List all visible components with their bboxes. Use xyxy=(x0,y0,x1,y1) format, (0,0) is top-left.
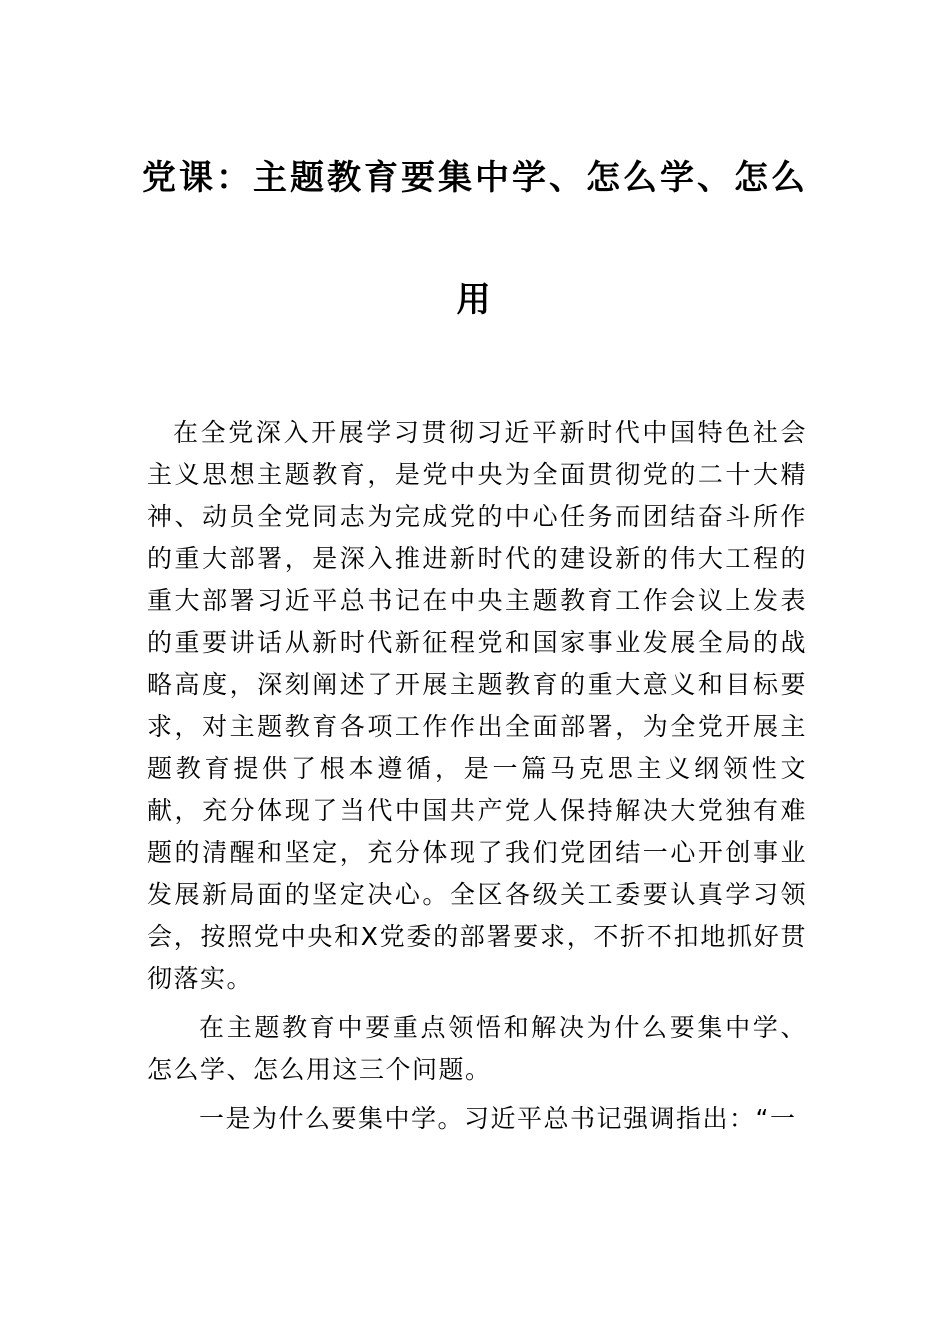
paragraph-three-questions: 在主题教育中要重点领悟和解决为什么要集中学、怎么学、怎么用这三个问题。 xyxy=(147,1013,807,1084)
paragraph-why-study: 一是为什么要集中学。习近平总书记强调指出：“一 xyxy=(199,1104,797,1133)
paragraph-intro: 在全党深入开展学习贯彻习近平新时代中国特色社会主义思想主题教育，是党中央为全面贯彻党的二十大精神、动员全党同志为完成党的中心任务而团结奋斗所作的重大部署，是深入推进新时代的建设新的伟大工程的重大部署习近平总书记在中央主题教育工作会议上发表的重要讲话从新时代新征程党和国家事业发展全局的战略高度，深刻阐述了开展主题教育的重大意义和目标要求，对主题教育各项工作作出全面部署，为全党开展主题教育提供了根本遵循，是一篇马克思主义纲领性文献，充分体现了当代中国共产党人保持解决大党独有难题的清醒和坚定，充分体现了我们党团结一心开创事业发展新局面的坚定决心。全区各级关工委要认真学习领会，按照党中央和X党委的部署要求，不折不扣地抓好贯彻落实。 xyxy=(147,418,807,993)
document-body xyxy=(147,412,807,1147)
document-title-line-1: 党课：主题教育要集中学、怎么学、怎么 xyxy=(142,158,808,198)
document-title-line-2: 用 xyxy=(456,280,494,320)
